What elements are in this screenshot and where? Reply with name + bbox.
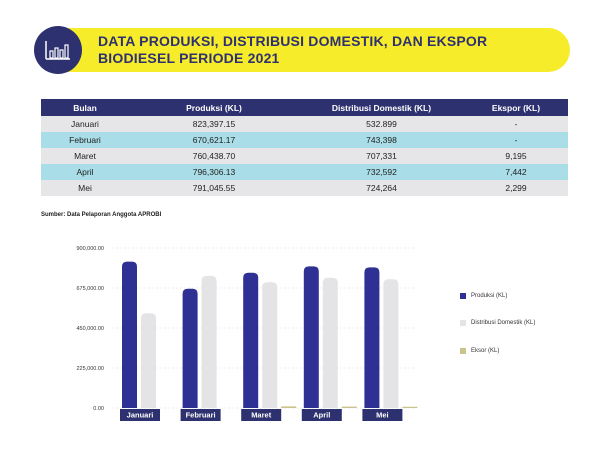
legend-item-produksi: [460, 293, 507, 299]
y-tick-label: 675,000.00: [76, 286, 104, 292]
table-cell: 760,438.70: [129, 148, 299, 164]
legend-swatch: [460, 320, 466, 326]
legend-swatch: [460, 348, 466, 354]
y-tick-label: 450,000.00: [76, 326, 104, 332]
table-cell: 670,621.17: [129, 132, 299, 148]
legend-label: Distribusi Domestik (KL): [471, 320, 536, 326]
legend-label: Produksi (KL): [471, 293, 508, 299]
table-cell: 823,397.15: [129, 116, 299, 132]
column-header: Ekspor (KL): [464, 99, 568, 116]
bar-ekspor: [281, 406, 296, 408]
bar-produksi: [304, 266, 319, 408]
table-cell: 2,299: [464, 180, 568, 196]
y-tick-label: 0.00: [93, 406, 104, 412]
page-title: DATA PRODUKSI, DISTRIBUSI DOMESTIK, DAN EKSPOR BIODIESEL PERIODE 2021: [98, 33, 488, 66]
table-cell: 9,195: [464, 148, 568, 164]
data-table: [41, 99, 568, 196]
bar-distribusi: [323, 278, 338, 408]
column-header: Produksi (KL): [129, 99, 299, 116]
table-cell: 707,331: [299, 148, 464, 164]
bar-produksi: [364, 267, 379, 408]
table-cell: 532.899: [299, 116, 464, 132]
table-cell: 7,442: [464, 164, 568, 180]
bar-distribusi: [262, 282, 277, 408]
legend-swatch: [460, 293, 466, 299]
table-cell: 743,398: [299, 132, 464, 148]
bar-produksi: [122, 262, 137, 408]
table-cell: 791,045.55: [129, 180, 299, 196]
table-header-row: [41, 99, 568, 116]
table-cell: Maret: [41, 148, 129, 164]
bar-produksi: [243, 273, 258, 408]
legend-item-ekspor: [460, 348, 499, 354]
table-row: [41, 132, 568, 148]
x-tick-label: Januari: [126, 410, 154, 420]
table-cell: Mei: [41, 180, 129, 196]
table-row: [41, 180, 568, 196]
source-note: Sumber: Data Pelaporan Anggota APROBI: [41, 212, 162, 218]
y-tick-label: 900,000.00: [76, 246, 104, 252]
table-cell: 724,264: [299, 180, 464, 196]
x-tick-label: Februari: [185, 410, 216, 420]
table-row: [41, 148, 568, 164]
bar-chart: [0, 230, 600, 445]
legend-label: Eksor (KL): [471, 348, 500, 354]
table-cell: -: [464, 132, 568, 148]
table-cell: Januari: [41, 116, 129, 132]
chart-canvas: [0, 230, 600, 445]
y-tick-label: 225,000.00: [76, 366, 104, 372]
bar-distribusi: [141, 313, 156, 408]
table-cell: 796,306.13: [129, 164, 299, 180]
bar-distribusi: [383, 279, 398, 408]
column-header: Bulan: [41, 99, 129, 116]
bar-chart-icon: [34, 26, 82, 74]
table-cell: 732,592: [299, 164, 464, 180]
bar-produksi: [183, 289, 198, 408]
table-cell: Februari: [41, 132, 129, 148]
table-cell: -: [464, 116, 568, 132]
table-cell: April: [41, 164, 129, 180]
header-banner: [34, 28, 570, 72]
table-row: [41, 164, 568, 180]
x-tick-label: Maret: [251, 410, 272, 420]
bar-ekspor: [342, 407, 357, 408]
column-header: Distribusi Domestik (KL): [299, 99, 464, 116]
table-row: [41, 116, 568, 132]
legend-item-distribusi: [460, 320, 535, 326]
bar-ekspor: [402, 407, 417, 408]
x-tick-label: April: [313, 410, 331, 420]
x-tick-label: Mei: [376, 410, 389, 420]
bar-distribusi: [202, 276, 217, 408]
